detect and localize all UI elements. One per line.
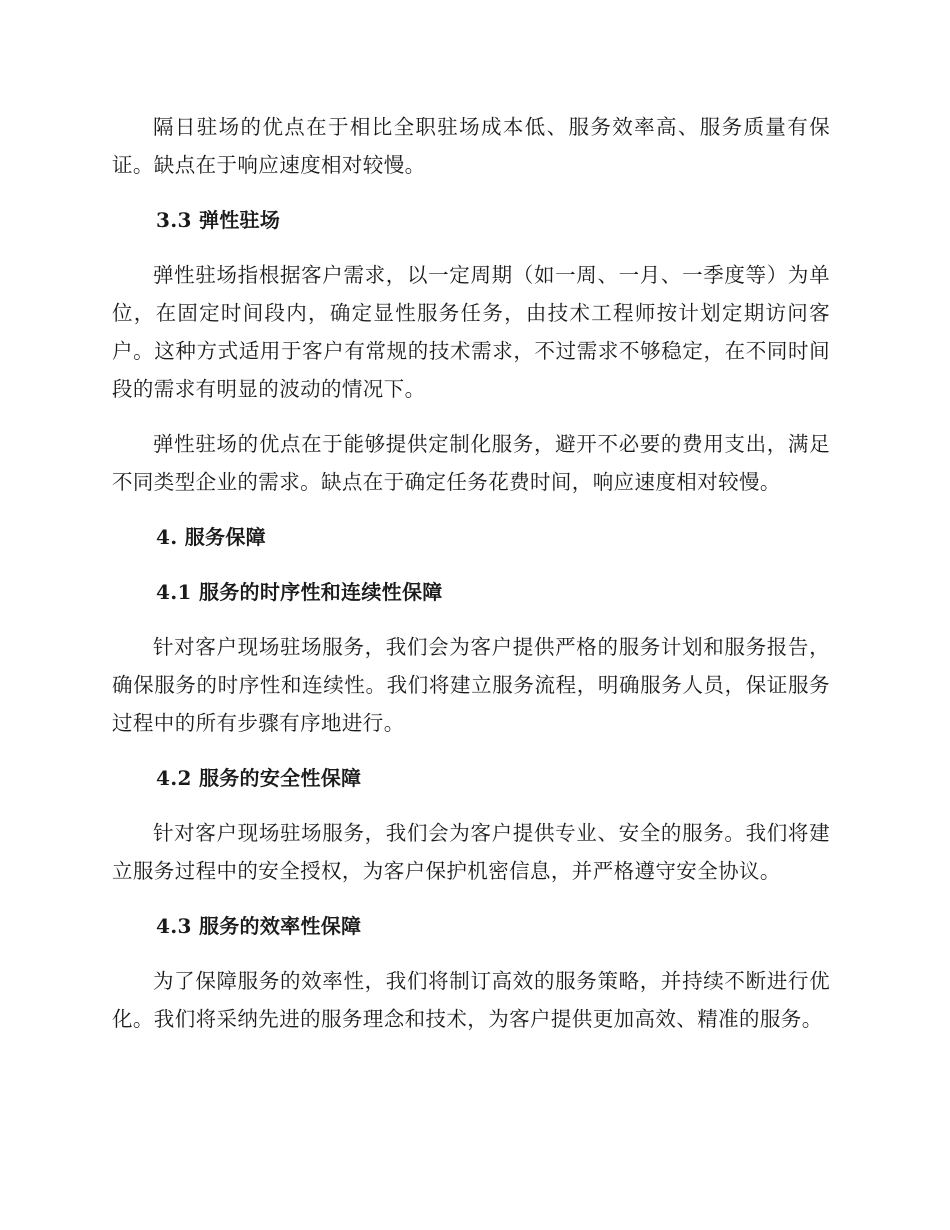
paragraph-flexible-onsite-definition: 弹性驻场指根据客户需求，以一定周期（如一周、一月、一季度等）为单位，在固定时间段内，确定显性服务任务，由技术工程师按计划定期访问客户。这种方式适用于客户有常规的技术需求，不过需求不够稳定，在不同时间段的需求有明显的波动的情况下。 bbox=[112, 263, 830, 401]
heading-3-3-flexible-onsite: 3.3 弹性驻场 bbox=[156, 208, 281, 232]
paragraph-efficiency: 为了保障服务的效率性，我们将制订高效的服务策略，并持续不断进行优化。我们将采纳先进的服务理念和技术，为客户提供更加高效、精准的服务。 bbox=[112, 969, 830, 1031]
paragraph-flexible-onsite-pros-cons: 弹性驻场的优点在于能够提供定制化服务，避开不必要的费用支出，满足不同类型企业的需求。缺点在于确定任务花费时间，响应速度相对较慢。 bbox=[112, 432, 830, 494]
heading-4-1-timing-continuity: 4.1 服务的时序性和连续性保障 bbox=[156, 580, 443, 604]
document-body bbox=[112, 108, 830, 1038]
heading-4-service-guarantee: 4. 服务保障 bbox=[156, 525, 266, 549]
heading-4-3-efficiency: 4.3 服务的效率性保障 bbox=[156, 914, 362, 938]
paragraph-security: 针对客户现场驻场服务，我们会为客户提供专业、安全的服务。我们将建立服务过程中的安全授权，为客户保护机密信息，并严格遵守安全协议。 bbox=[112, 821, 830, 883]
heading-4-2-security: 4.2 服务的安全性保障 bbox=[156, 766, 362, 790]
paragraph-on-alternate-day-pros-cons: 隔日驻场的优点在于相比全职驻场成本低、服务效率高、服务质量有保证。缺点在于响应速度相对较慢。 bbox=[112, 115, 830, 177]
paragraph-timing-continuity: 针对客户现场驻场服务，我们会为客户提供严格的服务计划和服务报告，确保服务的时序性和连续性。我们将建立服务流程，明确服务人员，保证服务过程中的所有步骤有序地进行。 bbox=[112, 635, 830, 735]
